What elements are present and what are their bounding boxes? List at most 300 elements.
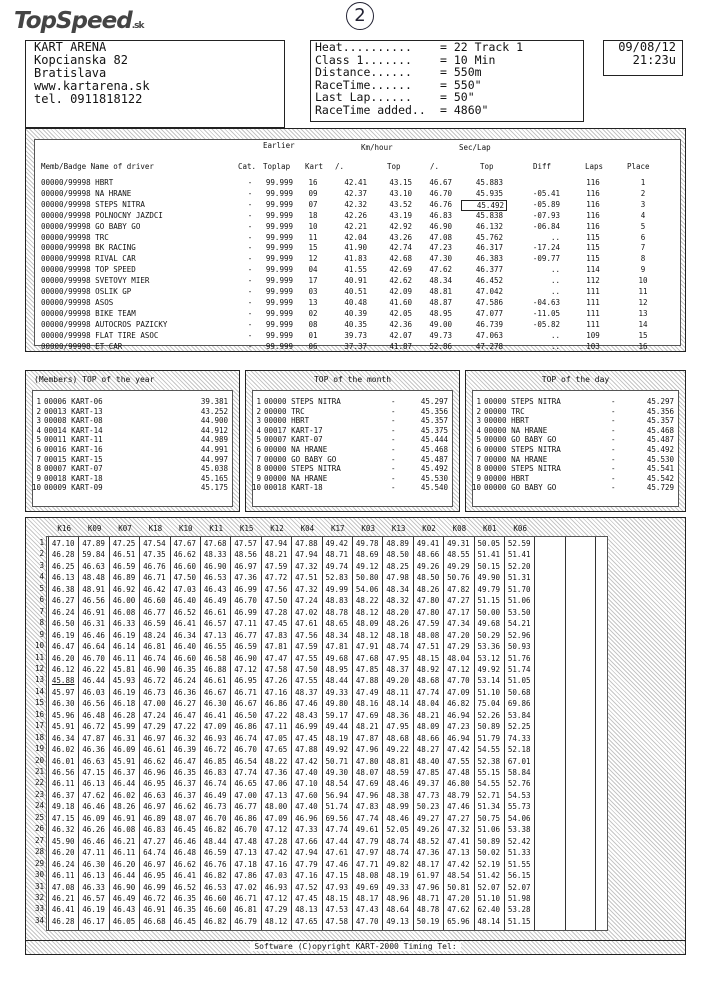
results-cell-kmh-top: 43.15 (389, 178, 412, 187)
results-cell-sec-avg: 52.86 (429, 341, 452, 351)
results-cell-toplap: 99.999 (265, 265, 293, 275)
lap-column-header: K08 (452, 524, 467, 533)
results-cell-toplap: 99.999 (265, 254, 293, 264)
lap-time: 47.25 (112, 539, 136, 548)
lap-time: 47.96 (355, 745, 379, 755)
results-cell-kmh-avg: 42.32 (344, 199, 367, 209)
lap-time: 48.52 (416, 836, 440, 846)
lap-time: 46.63 (82, 561, 105, 571)
lap-time: 48.50 (386, 550, 409, 560)
lap-time: 46.41 (203, 710, 227, 720)
lap-time: 48.19 (386, 871, 409, 881)
lap-time: 47.17 (447, 607, 470, 617)
lap-row (47, 768, 607, 779)
lap-time: 46.08 (112, 607, 136, 617)
lap-time: 50.05 (477, 539, 501, 548)
results-cell-place: 12 (638, 297, 648, 307)
address-line: KART ARENA (34, 40, 107, 54)
lap-time: 46.97 (143, 733, 166, 743)
top-time: 45.541 (646, 464, 674, 474)
lap-time: 47.02 (295, 607, 318, 617)
lap-number: 11 (34, 652, 44, 662)
lap-time: 47.36 (416, 848, 440, 858)
results-cell-sec-top: 45.492 (461, 200, 507, 211)
results-cell-sec-top: 45.838 (475, 210, 503, 220)
lap-column-header: K03 (361, 524, 375, 533)
lap-time: 46.77 (234, 630, 257, 640)
heat-value: = 10 Min (440, 52, 496, 67)
lap-time: 47.13 (447, 848, 470, 858)
lap-time: 48.71 (325, 550, 349, 560)
top-member: 00014 KART-14 (44, 425, 103, 435)
results-cell-diff: -17.24 (532, 243, 560, 253)
results-cell-name: 00000/99998 FLAT TIRE ASOC (41, 330, 159, 340)
lap-time: 47.62 (82, 790, 105, 800)
top-rank: 3 (36, 416, 41, 426)
lap-time: 46.48 (173, 848, 197, 858)
top-dash: - (611, 483, 616, 493)
lap-time: 47.16 (264, 859, 288, 869)
results-cell-cat: - (247, 319, 253, 329)
top-member: 00000 NA HRANE (264, 445, 328, 454)
results-cell-diff: -05.82 (532, 319, 560, 329)
results-cell-name: 00000/99998 NA HRANE (41, 188, 132, 198)
top-dash: - (611, 406, 616, 416)
top-rank: 10 (251, 483, 261, 493)
results-cell-diff: .. (550, 287, 560, 296)
results-cell-diff: -04.63 (532, 297, 560, 307)
lap-time: 48.08 (355, 871, 379, 881)
top-member: 00000 HBRT (264, 416, 310, 426)
top-dash: - (611, 397, 616, 406)
top-member: 00008 KART-08 (44, 416, 103, 426)
lap-time: 46.00 (112, 596, 136, 606)
lap-time: 46.21 (112, 836, 136, 846)
lap-time: 46.94 (447, 710, 470, 720)
lap-time: 48.68 (416, 676, 440, 686)
lap-time: 53.38 (507, 825, 531, 835)
lap-time: 46.49 (203, 596, 227, 606)
lap-time: 52.96 (507, 630, 531, 640)
top-time: 43.252 (200, 406, 228, 416)
top-rank: 6 (476, 445, 481, 454)
lap-time: 47.41 (447, 836, 470, 846)
lap-time: 69.56 (325, 813, 349, 823)
lap-time: 52.05 (386, 825, 409, 835)
lap-time: 47.36 (234, 573, 257, 583)
lap-time: 53.84 (507, 710, 531, 720)
results-cell-cat: - (247, 254, 253, 264)
lap-column-header: K17 (331, 524, 345, 533)
top-dash: - (391, 425, 396, 435)
lap-row (47, 539, 607, 550)
top-rank: 1 (36, 397, 41, 406)
lap-time: 47.73 (416, 790, 440, 800)
lap-time: 46.81 (234, 905, 257, 915)
lap-time: 47.59 (264, 561, 288, 571)
top-member: 00000 GO BABY GO (484, 483, 557, 493)
lap-time: 46.34 (51, 733, 75, 743)
results-cell-kmh-top: 42.68 (389, 254, 412, 264)
lap-time: 46.56 (51, 768, 75, 777)
lap-time: 48.99 (386, 802, 409, 812)
lap-time: 47.87 (82, 733, 105, 743)
results-cell-diff: .. (550, 276, 560, 286)
heat-key: RaceTime added.. (315, 102, 426, 117)
lap-row (47, 665, 607, 676)
lap-time: 46.01 (51, 756, 75, 766)
top-rank: 10 (471, 483, 481, 493)
lap-time: 46.49 (112, 893, 136, 903)
results-header: /. (335, 162, 345, 171)
top-time: 45.487 (646, 435, 674, 445)
lap-time: 46.97 (143, 859, 166, 869)
lap-time: 46.56 (82, 699, 105, 709)
results-cell-name: 00000/99998 TRC (41, 232, 109, 242)
lap-time: 48.00 (264, 802, 288, 812)
results-cell-diff: .. (550, 341, 560, 351)
lap-row (47, 642, 607, 653)
results-cell-laps: 116 (586, 210, 600, 220)
lap-time: 47.55 (295, 653, 318, 663)
lap-time: 46.72 (143, 676, 166, 686)
lap-time: 45.90 (51, 836, 75, 846)
lap-time: 47.87 (355, 733, 379, 743)
lap-number: 26 (34, 824, 44, 834)
lap-time: 47.68 (203, 539, 227, 548)
results-cell-toplap: 99.999 (265, 188, 293, 198)
top-rank: 4 (476, 425, 481, 435)
lap-row (47, 905, 607, 916)
lap-time: 46.13 (51, 573, 75, 583)
top-dash: - (611, 416, 616, 426)
top-member: 00006 KART-06 (44, 397, 103, 406)
results-cell-kmh-avg: 42.26 (344, 210, 367, 220)
lap-time: 47.65 (264, 745, 288, 755)
lap-time: 47.42 (264, 848, 288, 858)
lap-time: 50.02 (477, 848, 501, 858)
lap-time: 46.59 (112, 561, 136, 571)
lap-time: 48.07 (173, 813, 197, 823)
lap-time: 51.41 (507, 550, 531, 560)
lap-time: 53.36 (477, 642, 501, 652)
lap-time: 51.15 (477, 596, 501, 606)
results-cell-toplap: 99.999 (265, 178, 293, 187)
lap-column-header: K01 (483, 524, 497, 533)
lap-row (47, 562, 607, 573)
top-year-panel (25, 370, 240, 512)
lap-row (47, 779, 607, 790)
lap-time: 46.97 (234, 561, 257, 571)
lap-time: 54.06 (507, 813, 531, 823)
top-rank: 1 (476, 397, 481, 406)
lap-time: 46.44 (82, 676, 105, 686)
lap-time: 46.05 (112, 916, 136, 926)
top-year-title: (Members) TOP of the year (34, 375, 155, 384)
results-row (35, 342, 680, 353)
lap-time: 47.55 (447, 756, 470, 766)
results-cell-cat: - (247, 199, 253, 209)
lap-time: 47.69 (355, 710, 379, 720)
lap-time: 50.71 (325, 756, 349, 766)
top-time: 45.468 (646, 425, 674, 435)
lap-time: 48.54 (447, 871, 470, 881)
lap-time: 46.70 (234, 596, 257, 606)
lap-time: 48.21 (264, 550, 288, 560)
lap-time: 50.15 (477, 561, 501, 571)
top-time: 45.729 (646, 483, 674, 493)
results-row (35, 243, 680, 254)
lap-time: 46.51 (112, 550, 136, 560)
lap-row (47, 608, 607, 619)
top-rank: 8 (36, 464, 41, 474)
results-cell-laps: 114 (586, 265, 600, 275)
top-member: 00017 KART-17 (264, 425, 323, 435)
results-cell-kart: 10 (308, 221, 318, 231)
top-member: 00011 KART-11 (44, 435, 103, 445)
lap-row (47, 848, 607, 859)
lap-row (47, 814, 607, 825)
lap-time: 47.24 (143, 710, 166, 720)
lap-time: 53.14 (477, 676, 501, 686)
lap-time: 46.99 (234, 584, 257, 594)
lap-time: 47.03 (173, 584, 197, 594)
results-cell-kmh-avg: 42.37 (344, 188, 367, 198)
results-cell-kmh-avg: 40.39 (344, 308, 367, 318)
lap-time: 48.22 (264, 756, 288, 766)
lap-time: 46.74 (143, 653, 166, 663)
lap-time: 45.91 (112, 756, 136, 766)
lap-number: 15 (34, 698, 44, 708)
lap-number: 9 (39, 629, 44, 639)
lap-time: 47.22 (173, 722, 197, 732)
lap-time: 46.60 (203, 905, 227, 915)
results-cell-toplap: 99.999 (265, 221, 293, 231)
lap-time: 48.12 (264, 916, 288, 926)
lap-time: 47.96 (355, 790, 379, 800)
lap-time: 46.90 (143, 664, 166, 674)
lap-time: 46.82 (447, 699, 470, 709)
lap-time: 48.32 (386, 596, 409, 606)
lap-row (47, 791, 607, 802)
top-rank: 2 (476, 406, 481, 416)
results-cell-place: 8 (640, 254, 646, 264)
results-row (35, 298, 680, 309)
results-header: Km/hour (361, 143, 393, 152)
top-member: 00000 STEPS NITRA (484, 464, 561, 474)
top-time: 44.991 (200, 445, 228, 454)
results-cell-kart: 18 (308, 210, 318, 220)
lap-time: 46.95 (234, 676, 257, 686)
top-dash: - (611, 473, 616, 483)
lap-time: 47.94 (295, 550, 318, 560)
lap-time: 49.33 (325, 687, 349, 697)
lap-time: 46.71 (234, 687, 257, 697)
results-cell-kmh-avg: 41.55 (344, 265, 367, 275)
lap-time: 46.79 (234, 916, 257, 926)
lap-time: 45.91 (51, 722, 75, 732)
results-cell-cat: - (247, 341, 253, 351)
lap-time: 46.47 (173, 710, 197, 720)
lap-time: 58.84 (507, 768, 531, 777)
lap-time: 46.27 (51, 596, 75, 606)
lap-time: 62.40 (477, 905, 501, 915)
lap-time: 48.18 (386, 630, 409, 640)
results-cell-toplap: 99.999 (265, 243, 293, 253)
top-time: 45.297 (646, 397, 674, 406)
results-cell-sec-avg: 49.73 (429, 330, 452, 340)
lap-number: 19 (34, 744, 44, 754)
lap-time: 47.95 (386, 653, 409, 663)
top-member: 00000 HBRT (484, 473, 530, 483)
lap-row (47, 550, 607, 561)
lap-time: 47.27 (447, 813, 470, 823)
lap-number: 12 (34, 663, 44, 673)
top-time: 45.357 (420, 416, 448, 426)
lap-time: 47.67 (173, 539, 197, 548)
lap-time: 48.24 (143, 630, 166, 640)
lap-time: 51.15 (507, 916, 531, 926)
results-cell-diff: -11.05 (532, 308, 560, 318)
lap-time: 47.29 (143, 722, 166, 732)
lap-time: 48.04 (416, 699, 440, 709)
lap-time: 47.58 (325, 916, 349, 926)
address-line: www.kartarena.sk (34, 79, 150, 93)
results-cell-kart: 15 (308, 243, 318, 253)
topspeed-watermark-logo: TopSpeed.sk (14, 8, 144, 34)
lap-time: 49.31 (447, 539, 470, 548)
results-cell-laps: 116 (586, 221, 600, 231)
lap-time: 48.66 (416, 733, 440, 743)
lap-time: 51.74 (325, 802, 349, 812)
lap-time: 46.59 (234, 642, 257, 652)
top-dash: - (391, 464, 396, 474)
lap-time: 48.74 (386, 642, 409, 652)
results-cell-toplap: 99.999 (265, 232, 293, 242)
lap-time: 46.90 (112, 882, 136, 892)
lap-time: 47.70 (447, 676, 470, 686)
results-cell-name: 00000/99998 OSLIK GP (41, 287, 132, 296)
results-cell-diff: -07.93 (532, 210, 560, 220)
lap-time: 46.77 (143, 607, 166, 617)
results-cell-diff: .. (550, 330, 560, 340)
results-cell-kmh-top: 43.10 (389, 188, 412, 198)
lap-time: 49.41 (416, 539, 440, 548)
lap-time: 46.73 (203, 802, 227, 812)
lap-time: 48.21 (416, 710, 440, 720)
lap-time: 47.40 (295, 768, 318, 777)
lap-time: 48.79 (447, 790, 470, 800)
lap-time: 46.50 (234, 710, 257, 720)
results-cell-diff: .. (550, 265, 560, 275)
lap-time: 46.28 (51, 550, 75, 560)
lap-time: 46.91 (143, 905, 166, 915)
lap-time: 46.20 (51, 848, 75, 858)
results-cell-laps: 112 (586, 276, 600, 286)
lap-time: 46.81 (143, 642, 166, 652)
lap-time: 47.55 (295, 676, 318, 686)
lap-time: 50.81 (447, 882, 470, 892)
lap-time: 46.92 (112, 584, 136, 594)
lap-time: 49.30 (325, 768, 349, 777)
results-header: Sec/Lap (459, 143, 491, 152)
top-rank: 10 (31, 483, 41, 493)
results-cell-name: 00000/99998 BK RACING (41, 243, 136, 253)
lap-time: 47.28 (264, 607, 288, 617)
lap-time: 46.70 (203, 813, 227, 823)
lap-number: 6 (39, 595, 44, 605)
top-rank: 9 (256, 473, 261, 483)
lap-time: 46.08 (112, 825, 136, 835)
top-rank: 8 (256, 464, 261, 474)
lap-number: 10 (34, 641, 44, 651)
lap-time: 47.10 (51, 539, 75, 548)
lap-time: 47.22 (264, 710, 288, 720)
lap-time: 46.49 (203, 790, 227, 800)
lap-time: 46.32 (51, 825, 75, 835)
lap-time: 46.91 (82, 607, 105, 617)
lap-time: 51.76 (507, 653, 531, 663)
lap-time: 47.09 (447, 687, 470, 697)
race-date: 09/08/12 (618, 40, 676, 54)
lap-time: 48.83 (325, 596, 349, 606)
lap-time: 47.12 (264, 825, 288, 835)
lap-time: 46.31 (82, 619, 105, 629)
lap-time: 47.00 (143, 699, 166, 709)
results-cell-cat: - (247, 178, 253, 187)
lap-time: 48.27 (416, 745, 440, 755)
top-member: 00000 STEPS NITRA (484, 445, 561, 454)
lap-time: 48.40 (416, 756, 440, 766)
lap-time: 49.92 (477, 664, 501, 674)
top-dash: - (391, 483, 396, 493)
lap-time: 46.45 (173, 916, 197, 926)
results-header: Memb/Badge Name of driver (41, 162, 154, 171)
lap-column-header: K02 (422, 524, 436, 533)
lap-time: 49.68 (477, 619, 501, 629)
race-time: 21:23u (632, 53, 676, 67)
top-list-row (33, 483, 232, 494)
top-time: 45.165 (200, 473, 228, 483)
lap-time: 48.26 (416, 584, 440, 594)
lap-time: 52.18 (507, 745, 531, 755)
lap-time: 56.94 (325, 790, 349, 800)
results-header: Kart (305, 162, 324, 171)
lap-time: 46.33 (82, 882, 105, 892)
lap-column-header: K04 (300, 524, 315, 533)
lap-time: 47.79 (355, 836, 379, 846)
top-time: 45.530 (646, 454, 674, 464)
results-cell-diff: -09.77 (532, 254, 560, 264)
lap-time: 52.38 (477, 756, 501, 766)
lap-number: 7 (39, 606, 44, 616)
lap-time: 46.24 (173, 676, 197, 686)
results-cell-kart: 11 (308, 232, 318, 242)
lap-time: 48.25 (386, 561, 409, 571)
lap-number: 5 (39, 583, 44, 593)
lap-time: 46.20 (51, 653, 75, 663)
results-cell-laps: 103 (586, 341, 600, 351)
lap-time: 47.95 (386, 722, 409, 732)
top-dash: - (391, 435, 396, 445)
results-cell-kmh-top: 41.60 (389, 297, 412, 307)
lap-time: 52.19 (477, 859, 501, 869)
results-cell-sec-avg: 46.70 (429, 188, 452, 198)
lap-row (47, 883, 607, 894)
lap-time: 46.67 (203, 687, 227, 697)
lap-time: 46.60 (173, 653, 197, 663)
lap-time: 47.74 (355, 813, 379, 823)
